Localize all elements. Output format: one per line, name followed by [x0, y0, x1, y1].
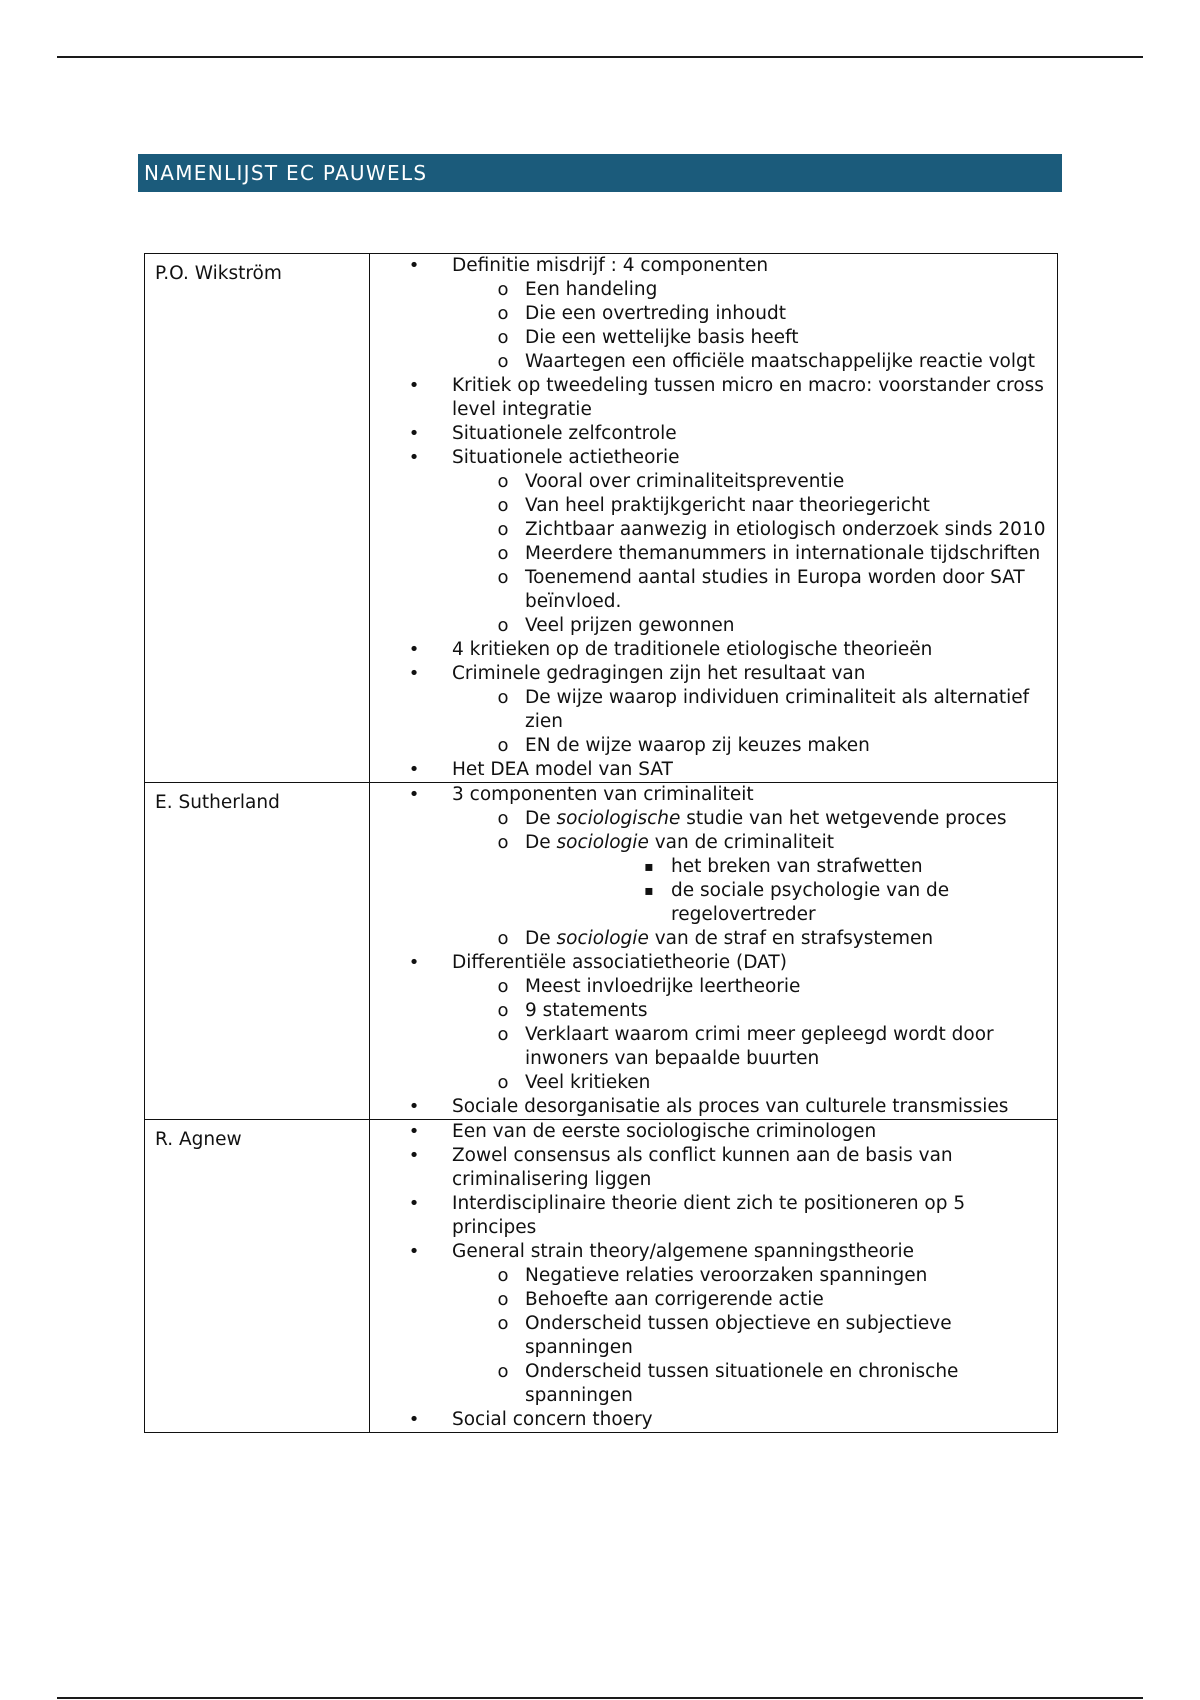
list-item-text [525, 807, 1051, 831]
list-item [370, 638, 1051, 662]
list-item-text: Die een wettelijke basis heeft [525, 327, 799, 348]
list-item-text: Negatieve relaties veroorzaken spanningen [525, 1265, 928, 1286]
list-item-text: Zowel consensus als conflict kunnen aan de basis van criminalisering liggen [452, 1145, 953, 1190]
emphasized-text: sociologie [556, 832, 649, 853]
bullet-marker: • [408, 1193, 420, 1214]
list-item [452, 999, 1051, 1023]
list-item [452, 494, 1051, 518]
list-item-text: EN de wijze waarop zij keuzes maken [525, 735, 870, 756]
text-segment: van de straf en strafsystemen [648, 928, 934, 949]
list-item [452, 975, 1051, 999]
table-row [145, 1120, 1058, 1433]
bullet-marker: • [408, 447, 420, 468]
list-item-text: Een van de eerste sociologische criminologen [452, 1121, 877, 1142]
bullet-list-level-2 [452, 686, 1051, 758]
bullet-list-level-2 [452, 470, 1051, 638]
author-topics [370, 254, 1058, 783]
list-item [370, 374, 1051, 422]
bullet-list-level-2 [452, 807, 1051, 951]
list-item-text: Zichtbaar aanwezig in etiologisch onderzoek sinds 2010 [525, 519, 1046, 540]
list-item [452, 686, 1051, 734]
list-item-text: Kritiek op tweedeling tussen micro en macro: voorstander cross level integratie [452, 375, 1044, 420]
bullet-marker: o [497, 471, 509, 492]
list-item [452, 542, 1051, 566]
bullet-marker: o [497, 495, 509, 516]
name-list-table [144, 253, 1058, 1433]
list-item [452, 326, 1051, 350]
list-item [370, 783, 1051, 951]
bullet-marker: o [497, 976, 509, 997]
bullet-marker: o [497, 1361, 509, 1382]
list-item-text: Een handeling [525, 279, 658, 300]
list-item [452, 927, 1051, 951]
list-item [452, 734, 1051, 758]
list-item-text: Social concern thoery [452, 1409, 653, 1430]
bullet-marker: o [497, 687, 509, 708]
bullet-list-level-3 [525, 855, 1051, 927]
list-item [370, 1144, 1051, 1192]
bullet-marker: ▪ [644, 859, 654, 875]
list-item-text: Meest invloedrijke leertheorie [525, 976, 801, 997]
bullet-marker: o [497, 1313, 509, 1334]
text-segment: van de criminaliteit [648, 832, 835, 853]
section-heading: NAMENLIJST EC PAUWELS [138, 154, 1062, 192]
text-segment: studie van het wetgevende proces [680, 808, 1007, 829]
list-item [452, 278, 1051, 302]
list-item-text: Veel prijzen gewonnen [525, 615, 735, 636]
list-item [452, 1023, 1051, 1071]
list-item [370, 254, 1051, 374]
list-item [452, 831, 1051, 927]
list-item-text: General strain theory/algemene spanningstheorie [452, 1241, 915, 1262]
footer-rule [57, 1697, 1143, 1699]
emphasized-text: sociologische [556, 808, 681, 829]
list-item-text: Waartegen een officiële maatschappelijke reactie volgt [525, 351, 1035, 372]
list-item-text: Definitie misdrijf : 4 componenten [452, 255, 769, 276]
list-item-text: Behoefte aan corrigerende actie [525, 1289, 824, 1310]
bullet-marker: • [408, 1409, 420, 1430]
bullet-marker: • [408, 759, 420, 780]
bullet-marker: o [497, 1024, 509, 1045]
bullet-marker: • [408, 1096, 420, 1117]
bullet-marker: o [497, 1289, 509, 1310]
bullet-marker: • [408, 255, 420, 276]
list-item-text: Verklaart waarom crimi meer gepleegd wordt door inwoners van bepaalde buurten [525, 1024, 994, 1069]
bullet-marker: o [497, 519, 509, 540]
bullet-marker: • [408, 1241, 420, 1262]
author-topics [370, 1120, 1058, 1433]
list-item [370, 758, 1051, 782]
bullet-marker: ▪ [644, 883, 654, 899]
bullet-marker: o [497, 303, 509, 324]
list-item-text: De wijze waarop individuen criminaliteit als alternatief zien [525, 687, 1030, 732]
header-rule [57, 56, 1143, 58]
list-item [452, 518, 1051, 542]
list-item [370, 1095, 1051, 1119]
bullet-marker: • [408, 784, 420, 805]
list-item-text: Van heel praktijkgericht naar theoriegericht [525, 495, 930, 516]
author-name: R. Agnew [145, 1120, 370, 1433]
list-item [452, 1360, 1051, 1408]
bullet-list-level-2 [452, 1264, 1051, 1408]
list-item [370, 1240, 1051, 1408]
bullet-marker: o [497, 327, 509, 348]
bullet-marker: o [497, 1000, 509, 1021]
list-item-text: Sociale desorganisatie als proces van culturele transmissies [452, 1096, 1009, 1117]
bullet-list-level-1 [370, 254, 1051, 782]
list-item [452, 566, 1051, 614]
list-item-text: Situationele actietheorie [452, 447, 680, 468]
table-row [145, 783, 1058, 1120]
bullet-marker: • [408, 1121, 420, 1142]
list-item-text [525, 927, 1051, 951]
list-item-text: 9 statements [525, 1000, 648, 1021]
bullet-list-level-1 [370, 783, 1051, 1119]
list-item-text: Onderscheid tussen situationele en chronische spanningen [525, 1361, 959, 1406]
list-item-text [525, 831, 1051, 855]
list-item-text: 3 componenten van criminaliteit [452, 784, 754, 805]
list-item-text: Die een overtreding inhoudt [525, 303, 786, 324]
list-item-text: Interdisciplinaire theorie dient zich te positioneren op 5 principes [452, 1193, 966, 1238]
list-item [452, 302, 1051, 326]
list-item [452, 1264, 1051, 1288]
list-item [525, 855, 1051, 879]
bullet-marker: • [408, 952, 420, 973]
bullet-marker: • [408, 423, 420, 444]
bullet-marker: o [497, 567, 509, 588]
list-item-text: Veel kritieken [525, 1072, 651, 1093]
bullet-list-level-2 [452, 278, 1051, 374]
list-item-text: het breken van strafwetten [671, 856, 923, 877]
list-item [370, 1408, 1051, 1432]
bullet-marker: o [497, 735, 509, 756]
list-item-text: Criminele gedragingen zijn het resultaat van [452, 663, 866, 684]
list-item-text: de sociale psychologie van de regelovertreder [671, 880, 950, 925]
bullet-list-level-2 [452, 975, 1051, 1095]
list-item [452, 1312, 1051, 1360]
table-body [145, 254, 1058, 1433]
text-segment: De [525, 808, 557, 829]
list-item [452, 614, 1051, 638]
bullet-marker: • [408, 663, 420, 684]
emphasized-text: sociologie [556, 928, 649, 949]
author-name: P.O. Wikström [145, 254, 370, 783]
list-item-text: Onderscheid tussen objectieve en subjectieve spanningen [525, 1313, 952, 1358]
list-item [452, 350, 1051, 374]
text-segment: De [525, 928, 557, 949]
bullet-marker: • [408, 639, 420, 660]
list-item-text: Toenemend aantal studies in Europa worden door SAT beïnvloed. [525, 567, 1025, 612]
list-item [370, 662, 1051, 758]
list-item [370, 951, 1051, 1095]
bullet-marker: • [408, 375, 420, 396]
bullet-marker: o [497, 279, 509, 300]
list-item [452, 807, 1051, 831]
table-row [145, 254, 1058, 783]
list-item [370, 422, 1051, 446]
bullet-marker: o [497, 808, 509, 829]
bullet-marker: o [497, 543, 509, 564]
text-segment: De [525, 832, 557, 853]
list-item [525, 879, 1051, 927]
list-item-text: Meerdere themanummers in internationale tijdschriften [525, 543, 1041, 564]
bullet-marker: o [497, 1072, 509, 1093]
list-item [370, 1120, 1051, 1144]
list-item [452, 1071, 1051, 1095]
bullet-marker: o [497, 928, 509, 949]
list-item-text: Het DEA model van SAT [452, 759, 673, 780]
list-item [452, 1288, 1051, 1312]
bullet-marker: o [497, 615, 509, 636]
list-item-text: Differentiële associatietheorie (DAT) [452, 952, 787, 973]
list-item-text: Vooral over criminaliteitspreventie [525, 471, 845, 492]
bullet-marker: o [497, 351, 509, 372]
list-item [370, 1192, 1051, 1240]
bullet-marker: o [497, 1265, 509, 1286]
author-topics [370, 783, 1058, 1120]
bullet-marker: o [497, 832, 509, 853]
list-item-text: Situationele zelfcontrole [452, 423, 677, 444]
list-item [370, 446, 1051, 638]
bullet-marker: • [408, 1145, 420, 1166]
list-item-text: 4 kritieken op de traditionele etiologische theorieën [452, 639, 933, 660]
bullet-list-level-1 [370, 1120, 1051, 1432]
author-name: E. Sutherland [145, 783, 370, 1120]
list-item [452, 470, 1051, 494]
